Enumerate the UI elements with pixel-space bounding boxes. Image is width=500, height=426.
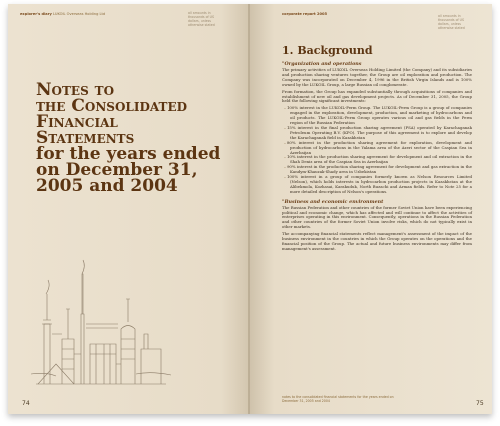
dash-bullet-icon: –	[284, 174, 286, 180]
right-page-footer: notes to the consolidated financial statements for the years ended on December 31, 2005 and 2004	[282, 395, 394, 403]
left-page-number: 74	[22, 400, 30, 407]
dash-bullet-icon: –	[284, 124, 286, 130]
section-number: 1.	[282, 44, 294, 57]
body-paragraph: The accompanying financial statements reflect management's assessment of the impact of the business environment in the countries in which the Group operates on the operations and the financial position of the Group. The actual and future business environments may differ from management's assessment.	[282, 231, 472, 251]
list-item: –100% interest in a group of companies formerly known as Nelson Resources Limited (Nelson), which holds interests in hydrocarbon production projects in Kazakhstan at the Alibekmola, Kozhasai, Karakuduk, North Buzachi and Arman fields. Refer to Note 25 for a more detailed description of Nelson's operations.	[284, 174, 472, 194]
open-book-spread	[8, 4, 492, 414]
title-line: Notes to	[36, 80, 115, 100]
title-line: Financial	[36, 112, 118, 132]
dash-bullet-icon: –	[284, 105, 286, 111]
page-title	[36, 82, 236, 194]
list-item: –90% interest in the production sharing agreement for development and gas extraction in the Kandym-Khauzak-Shady area in Uzbekistan	[284, 164, 472, 175]
right-page	[250, 4, 492, 414]
right-running-head	[282, 12, 327, 16]
dash-bullet-icon: –	[284, 139, 286, 145]
title-line: Statements	[36, 128, 135, 148]
body-paragraph: From formation, the Group has expanded substantially through acquisitions of companies and establishment of new oil and gas development projects. As of December 31, 2005, the Group held the following significant investments:	[282, 88, 472, 104]
notes-content	[282, 44, 472, 254]
body-paragraph: The Russian Federation and other countries of the former Soviet Union have been experiencing political and economic change, which has affected and will continue to affect the activities of enterprises operating in this environment. Consequently, operations in the Russian Federation and other countries of the former Soviet Union involve risks, which do not typically exist in other markets.	[282, 204, 472, 230]
title-line: on December 31,	[36, 160, 198, 180]
title-line: 2005 and 2004	[36, 176, 178, 196]
left-page	[8, 4, 250, 414]
dash-bullet-icon: –	[284, 154, 286, 160]
title-line: for the years ended	[36, 144, 221, 164]
section-heading	[282, 44, 472, 57]
investments-list	[282, 106, 472, 194]
dash-bullet-icon: –	[284, 164, 286, 170]
refinery-sketch-illustration	[26, 254, 176, 389]
subheading-organization: "Organization and operations	[282, 61, 362, 67]
subheading-business-environment: "Business and economic environment	[282, 198, 384, 205]
list-item: –100% interest in the LUKOIL-Perm Group. The LUKOIL-Perm Group is a group of companies engaged in the exploration, development, production, and marketing of hydrocarbons and oil products. The LUKOIL-Perm Group operates various oil and gas fields in the Perm region of the Russian Federation	[284, 105, 472, 126]
list-item: –10% interest in the production sharing agreement for development and oil extraction in the Shah Deniz area of the Caspian Sea in Azerbaijan	[284, 154, 472, 165]
left-running-head	[20, 12, 105, 16]
running-head-brand: explorer's diary	[20, 12, 52, 16]
left-side-note: all amounts in thousands of US dollars, unless otherwise stated	[188, 11, 215, 27]
body-paragraph: The primary activities of LUKOIL Overseas Holding Limited (the Company) and its subsidiaries and production sharing ventures together, the Group are oil exploration and production. The Company was incorporated on December 4, 1996 in the British Virgin Islands and is 100% owned by the LUKOIL Group, a large Russian oil conglomerate.	[282, 67, 472, 87]
running-head-report: corporate report 2005	[282, 12, 328, 16]
section-title: Background	[297, 44, 373, 57]
right-side-note: all amounts in thousands of US dollars, unless otherwise stated	[438, 14, 465, 30]
list-item: –80% interest in the production sharing agreement for exploration, development and production of hydrocarbons in the Yalama area of the Azeri sector of the Caspian Sea in Azerbaijan	[284, 139, 472, 155]
title-line: the Consolidated	[36, 96, 187, 116]
running-head-company: LUKOIL Overseas Holding Ltd	[53, 12, 106, 16]
right-page-number: 75	[476, 400, 484, 407]
list-item: –15% interest in the final production sharing agreement (PSA) operated by Karachaganak Petroleum Operating B.V. (KPO). The purpose of this agreement is to explore and develop the Karachaganak field in Kazakhstan	[284, 124, 472, 140]
